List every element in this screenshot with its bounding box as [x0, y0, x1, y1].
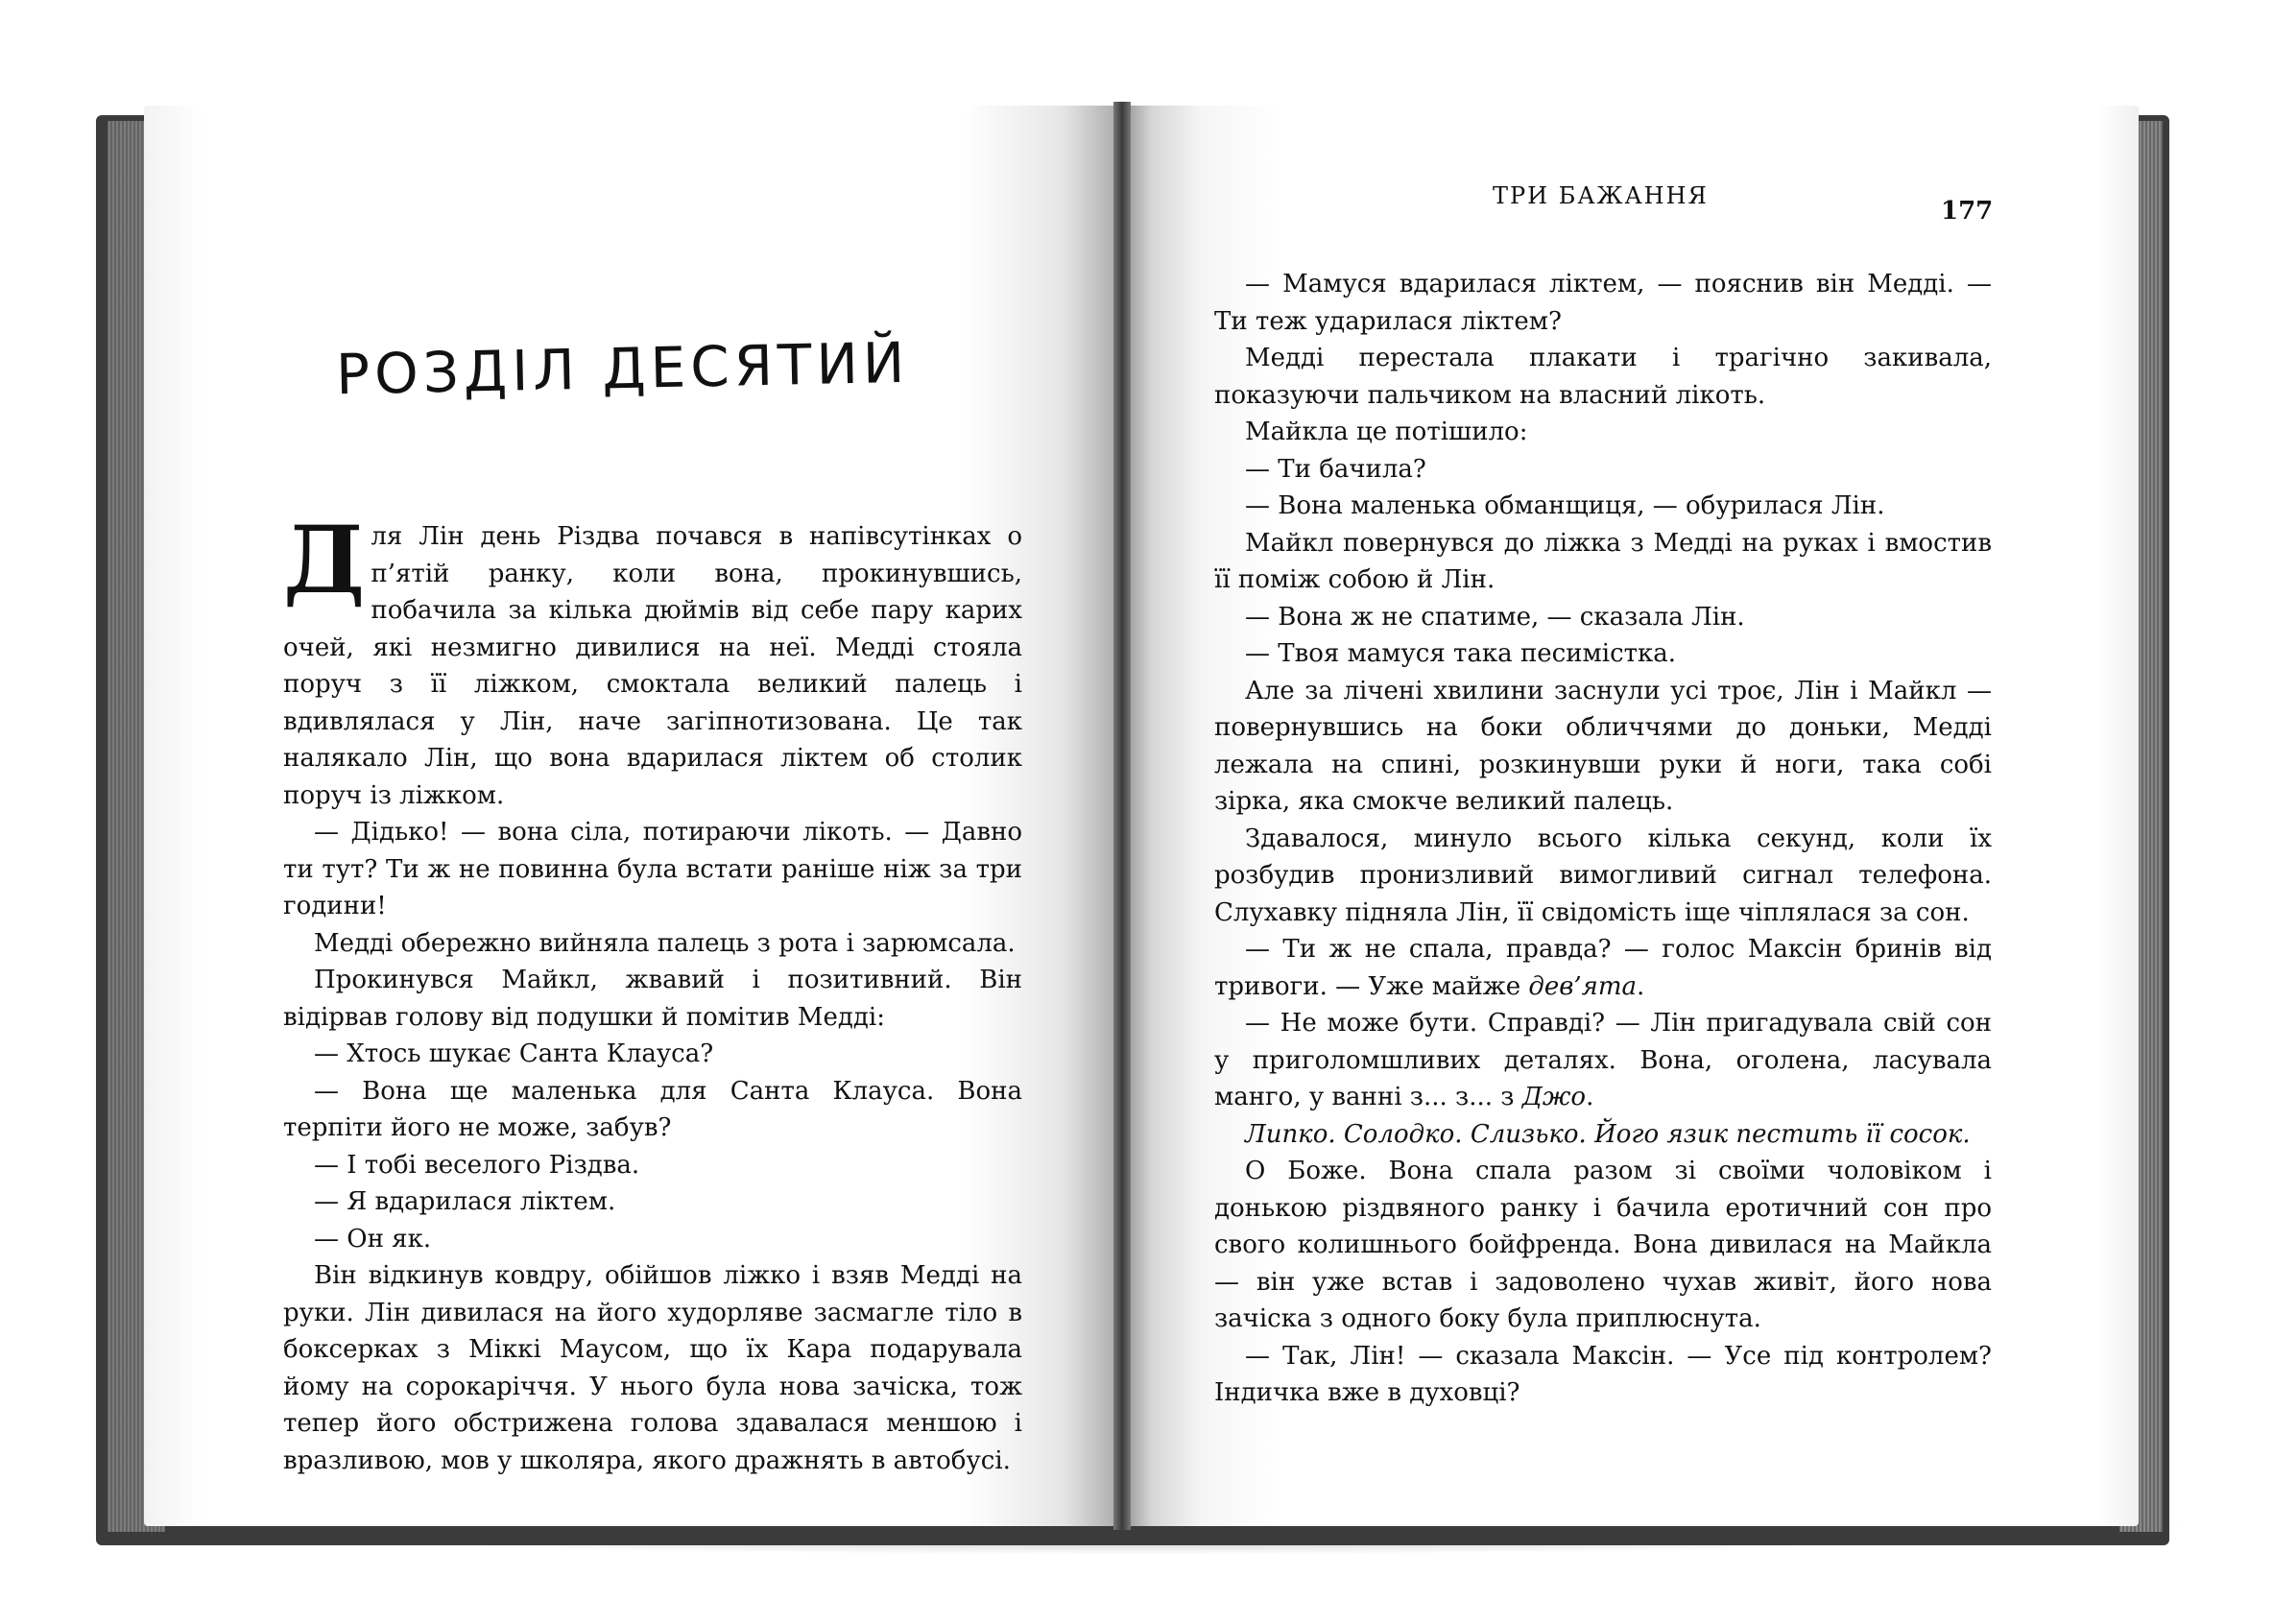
paragraph: О Боже. Вона спала разом зі своїми чоловіком і донькою різдвяного ранку і бачила еротичний сон про свого колишнього бойфренда. Вона дивилася на Майкла — він уже встав і задоволено чухав живіт, його нова зачіска з одного боку була приплюснута.	[1214, 1157, 1992, 1333]
left-page-text	[283, 506, 1022, 1479]
paragraph: — Мамуся вдарилася ліктем, — пояснив він Медді. — Ти теж ударилася ліктем?	[1214, 270, 1992, 336]
paragraph: — Дідько! — вона сіла, потираючи лікоть. — Давно ти тут? Ти ж не повинна була встати раніше ніж за три години!	[283, 818, 1022, 920]
chapter-title: РОЗДІЛ ДЕСЯТИЙ	[335, 329, 910, 408]
italic-text: Джо	[1521, 1083, 1587, 1111]
paragraph: Він відкинув ковдру, обійшов ліжко і взяв Медді на руки. Лін дивилася на його худорляве засмагле тіло в боксерках з Міккі Маусом, що їх Кара подарувала йому на сорокаріччя. У нього була нова зачіска, тож тепер його обстрижена голова здавалася меншою і вразливою, мов у школяра, якого дражнять в автобусі.	[283, 1261, 1022, 1475]
paragraph: — Твоя мамуся така песимістка.	[1245, 639, 1677, 668]
paragraph-text: .	[1586, 1083, 1594, 1111]
running-head: ТРИ БАЖАННЯ	[1493, 182, 1709, 209]
book-spine-gutter	[1113, 102, 1131, 1530]
paragraph: Майкла це потішило:	[1245, 418, 1528, 446]
paragraph	[1214, 1005, 1992, 1116]
paragraph: — Вона ще маленька для Санта Клауса. Вона терпіти його не може, забув?	[283, 1076, 1022, 1142]
page-number: 177	[1941, 197, 1994, 226]
paragraph: Медді перестала плакати і трагічно закивала, показуючи пальчиком на власний лікоть.	[1214, 344, 1992, 410]
paragraph: — Вона маленька обманщиця, — обурилася Лін.	[1245, 491, 1885, 520]
paragraph: — І тобі веселого Різдва.	[314, 1150, 640, 1180]
italic-text: Липко. Солодко. Слизько. Його язик пестить її сосок.	[1245, 1119, 1971, 1149]
italic-text: дев’ята	[1528, 971, 1638, 1001]
paragraph: Майкл повернувся до ліжка з Медді на руках і вмостив її поміж собою й Лін.	[1214, 528, 1992, 594]
drop-cap: Д	[283, 506, 366, 614]
paragraph: — Он як.	[314, 1224, 432, 1254]
paragraph: Здавалося, минуло всього кілька секунд, коли їх розбудив пронизливий вимогливий сигнал телефона. Слухавку підняла Лін, її свідомість іще чіплялася за сон.	[1214, 824, 1992, 927]
paragraph	[1214, 1116, 1992, 1154]
paragraph-text: — Не може бути. Справді? — Лін пригадувала свій сон у приголомшливих деталях. Вона, оголена, ласувала манго, у ванні з... з... з	[1214, 1009, 1992, 1111]
paragraph	[1214, 931, 1992, 1005]
paragraph: — Хтось шукає Санта Клауса?	[314, 1039, 714, 1068]
right-page-text	[1214, 266, 1992, 1412]
paragraph: — Ти бачила?	[1245, 454, 1426, 484]
paragraph: — Вона ж не спатиме, — сказала Лін.	[1245, 602, 1745, 632]
paragraph: Але за лічені хвилини заснули усі троє, Лін і Майкл — повернувшись на боки обличчями до доньки, Медді лежала на спині, розкинувши руки й ноги, така собі зірка, яка смокче великий палець.	[1214, 676, 1992, 816]
paragraph: — Так, Лін! — сказала Максін. — Усе під контролем? Індичка вже в духовці?	[1214, 1341, 1992, 1407]
paragraph-text: — Ти ж не спала, правда? — голос Максін бринів від тривоги. — Уже майже	[1214, 935, 1992, 1001]
paragraph	[283, 506, 1022, 814]
paragraph: Медді обережно вийняла палець з рота і зарюмсала.	[314, 928, 1016, 958]
paragraph-text: .	[1637, 971, 1645, 1001]
paragraph: Прокинувся Майкл, жвавий і позитивний. Він відірвав голову від подушки й помітив Медді:	[283, 966, 1022, 1032]
paragraph: — Я вдарилася ліктем.	[314, 1187, 616, 1216]
paragraph-text: ля Лін день Різдва почався в напівсутінках о п’ятій ранку, коли вона, прокинувшись, побачила за кілька дюймів від себе пару карих очей, які незмигно дивилися на неї. Медді стояла поруч з її ліжком, смоктала великий палець і вдивлялася у Лін, наче загіпнотизована. Це так налякало Лін, що вона вдарилася ліктем об столик поруч із ліжком.	[283, 522, 1022, 810]
